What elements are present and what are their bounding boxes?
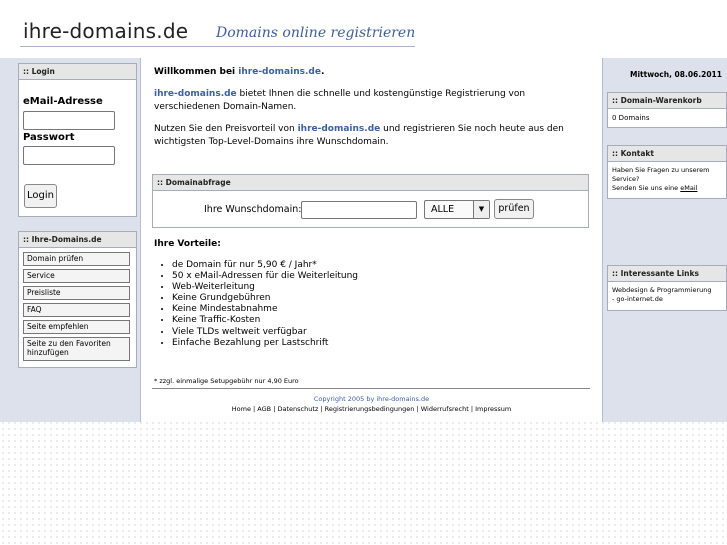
right-sidebar [602,58,727,422]
list-item: • Viele TLDs weltweit verfügbar [172,327,358,338]
footer-link-impressum[interactable]: Impressum [475,405,512,413]
footer-link-widerrufsrecht[interactable]: Widerrufsrecht [420,405,469,413]
links-body [608,282,726,308]
pruefen-button[interactable]: prüfen [494,199,534,219]
contact-body [608,162,726,197]
tld-select-value: ALLE [431,204,455,215]
left-sidebar [0,58,141,422]
header [0,0,727,59]
password-label: Passwort [23,132,75,143]
date-display: Mittwoch, 08.06.2011 [630,70,722,79]
footer-divider [152,388,590,389]
benefits-list [154,260,358,349]
list-item: • Keine Mindestabnahme [172,304,358,315]
links-box [607,265,727,311]
welcome-heading [154,66,589,79]
nav-item-seite-empfehlen[interactable]: Seite empfehlen [23,320,130,334]
price-paragraph [154,123,589,149]
site-logo[interactable]: ihre-domains.de [23,19,189,43]
footer-link-registrierungsbedingungen[interactable]: Registrierungsbedingungen [324,405,415,413]
login-box [18,63,137,217]
footnote: * zzgl. einmalige Setupgebühr nur 4,90 Euro [154,377,299,385]
price-suffix: und registrieren Sie noch heute aus den wichtigsten Top-Level-Domains ihre Wunschdomain. [154,124,564,147]
cart-box [607,92,727,128]
cart-box-head: :: Domain-Warenkorb [608,93,726,109]
header-divider [20,46,415,47]
contact-send-prefix: Senden Sie uns eine [612,184,681,192]
contact-email-link[interactable]: eMail [680,184,698,192]
wunschdomain-label: Ihre Wunschdomain: [204,204,302,215]
nav-box [18,231,137,368]
domain-query-box [152,174,589,228]
login-button[interactable]: Login [24,184,57,208]
chevron-down-icon[interactable]: ▼ [473,201,489,218]
link-webdesign[interactable]: Webdesign & Programmierung [612,286,712,294]
list-item: • Keine Traffic-Kosten [172,315,358,326]
cart-count: 0 Domains [612,114,650,122]
welcome-prefix: Willkommen bei [154,67,239,77]
footer-link-agb[interactable]: AGB [257,405,272,413]
main-content [141,58,602,422]
contact-box [607,145,727,199]
email-field[interactable] [23,111,115,130]
price-prefix: Nutzen Sie den Preisvorteil von [154,124,298,134]
list-item: • de Domain für nur 5,90 € / Jahr* [172,260,358,271]
footer-link-home[interactable]: Home [231,405,251,413]
nav-item-preisliste[interactable]: Preisliste [23,286,130,300]
welcome-link[interactable]: ihre-domains.de [238,67,321,77]
list-item: • 50 x eMail-Adressen für die Weiterleitung [172,271,358,282]
nav-box-head: :: Ihre-Domains.de [19,232,136,248]
list-item: • Web-Weiterleitung [172,282,358,293]
intro-text: bietet Ihnen die schnelle und kostengünstige Registrierung von verschiedenen Domain-Namen. [154,89,526,112]
footer-links: Home | AGB | Datenschutz | Registrierungsbedingungen | Widerrufsrecht | Impressum [231,405,512,413]
nav-item-favoriten[interactable]: Seite zu den Favoriten hinzufügen [23,337,130,361]
nav-item-faq[interactable]: FAQ [23,303,130,317]
intro-paragraph [154,88,589,114]
nav-item-service[interactable]: Service [23,269,130,283]
footer-link-datenschutz[interactable]: Datenschutz [277,405,319,413]
login-box-head: :: Login [19,64,136,80]
password-field[interactable] [23,146,115,165]
list-item: • Einfache Bezahlung per Lastschrift [172,338,358,349]
benefits-title: Ihre Vorteile: [154,239,221,249]
intro-link[interactable]: ihre-domains.de [154,89,237,99]
contact-box-head: :: Kontakt [608,146,726,162]
domain-query-head: :: Domainabfrage [153,175,588,191]
welcome-suffix: . [320,67,325,77]
nav-item-domain-pruefen[interactable]: Domain prüfen [23,252,130,266]
email-label: eMail-Adresse [23,96,103,107]
contact-text: Haben Sie Fragen zu unserem Service? [612,166,710,183]
site-tagline: Domains online registrieren [216,25,416,41]
link-go-internet[interactable]: - go-internet.de [612,295,663,303]
domain-input[interactable] [301,201,417,219]
tld-select[interactable] [424,200,490,219]
list-item: • Keine Grundgebühren [172,293,358,304]
price-link[interactable]: ihre-domains.de [297,124,381,134]
links-box-head: :: Interessante Links [608,266,726,282]
copyright: Copyright 2005 by ihre-domains.de [313,395,430,403]
